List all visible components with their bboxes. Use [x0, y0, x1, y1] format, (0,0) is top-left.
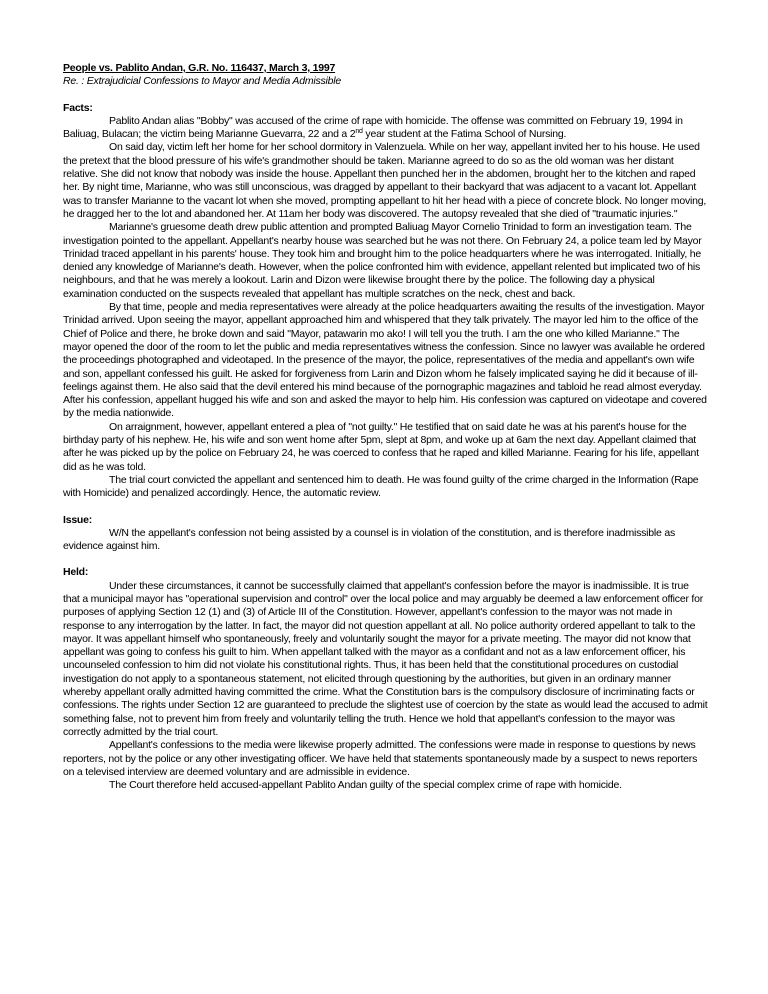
- case-title: People vs. Pablito Andan, G.R. No. 116437, March 3, 1997: [63, 62, 336, 74]
- case-digest-page: [63, 62, 708, 792]
- facts-paragraph-text: Pablito Andan alias "Bobby" was accused of the crime of rape with homicide. The offense was committed on February 19, 1994 in Baliuag, Bulacan; the victim being Marianne Guevarra, 22 and a 2: [63, 114, 683, 141]
- held-paragraph: The Court therefore held accused-appellant Pablito Andan guilty of the special complex crime of rape with homicide.: [109, 779, 622, 792]
- case-subtitle: Re. : Extrajudicial Confessions to Mayor and Media Admissible: [63, 75, 341, 88]
- issue-heading: Issue:: [63, 513, 93, 526]
- held-heading: Held:: [63, 566, 89, 579]
- facts-paragraph: The trial court convicted the appellant and sentenced him to death. He was found guilty of the crime charged in the Information (Rape with Homicide) and penalized accordingly. Hence, the automatic review.: [63, 473, 699, 500]
- ordinal-suffix: nd: [355, 128, 363, 136]
- facts-paragraph: On arraignment, however, appellant entered a plea of "not guilty." He testified that on said date he was at his parent's house for the birthday party of his nephew. He, his wife and son went home after 5pm, slept at 8pm, and woke up at 6am the next day. Appellant claimed that after he was picked up by the police on February 24, he was coerced to confess that he raped and killed Marianne. Fearing for his life, appellant did as he was told.: [63, 420, 699, 473]
- held-paragraph: Under these circumstances, it cannot be successfully claimed that appellant's confession before the mayor is inadmissible. It is true that a municipal mayor has "operational supervision and control" over the local police and may arguably be deemed a law enforcement officer for purposes of applying Section 12 (1) and (3) of Article III of the Constitution. However, appellant's confession to the mayor was not made in response to any interrogation by the latter. In fact, the mayor did not question appellant at all. No police authority ordered appellant to talk to the mayor. It was appellant himself who spontaneously, freely and voluntarily sought the mayor for a private meeting. The mayor did not know that appellant was going to confess his guilt to him. When appellant talked with the mayor as a confidant and not as a law enforcement officer, his uncounseled confession to him did not violate his constitutional rights. Thus, it has been held that the constitutional procedures on custodial investigation do not apply to a spontaneous statement, not elicited through questioning by the authorities, but given in an ordinary manner whereby appellant orally admitted having committed the crime. What the Constitution bars is the compulsory disclosure of incriminating facts or confessions. The rights under Section 12 are guaranteed to preclude the slightest use of coercion by the state as would lead the accused to admit something false, not to prevent him from freely and voluntarily telling the truth. Hence we hold that appellant's confession to the mayor was correctly admitted by the trial court.: [63, 579, 708, 738]
- held-paragraph: Appellant's confessions to the media were likewise properly admitted. The confessions were made in response to questions by news reporters, not by the police or any other investigating officer. We have held that statements spontaneously made by a suspect to news reporters on a televised interview are deemed voluntary and are admissible in evidence.: [63, 739, 698, 778]
- facts-paragraph: By that time, people and media representatives were already at the police headquarters awaiting the results of the investigation. Mayor Trinidad arrived. Upon seeing the mayor, appellant approached him and whispered that they talk privately. The mayor led him to the office of the Chief of Police and there, he broke down and said "Mayor, patawarin mo ako! I will tell you the truth. I am the one who killed Marianne." The mayor opened the door of the room to let the public and media representatives witness the confession. Since no lawyer was available he ordered the proceedings photographed and videotaped. In the presence of the mayor, the police, representatives of the media and appellant's own wife and son, appellant confessed his guilt. He asked for forgiveness from Larin and Dizon whom he falsely implicated saying he did it because of ill-feelings against them. He also said that the devil entered his mind because of the pornographic magazines and tabloid he read almost everyday. After his confession, appellant hugged his wife and son and asked the mayor to help him. His confession was captured on videotape and covered by the media nationwide.: [63, 301, 707, 420]
- issue-text: W/N the appellant's confession not being assisted by a counsel is in violation of the constitution, and is therefore inadmissible as evidence against him.: [63, 526, 675, 553]
- facts-paragraph: [63, 115, 708, 142]
- facts-paragraph-tail: year student at the Fatima School of Nursing.: [362, 128, 567, 141]
- facts-heading: Facts:: [63, 101, 93, 114]
- facts-paragraph: On said day, victim left her home for her school dormitory in Valenzuela. While on her way, appellant invited her to his house. He used the pretext that the blood pressure of his wife's grandmother should be taken. Marianne agreed to do so as the old woman was her distant relative. She did not know that nobody was inside the house. Appellant then punched her in the abdomen, brought her to the kitchen and raped her. By night time, Marianne, who was still unconscious, was dragged by appellant to their backyard that was adjacent to a vacant lot. Appellant was to transfer Marianne to the vacant lot when she moved, prompting appellant to hit her head with a piece of concrete block. No longer moving, he dragged her to the lot and abandoned her. At 11am her body was discovered. The autopsy revealed that she died of "traumatic injuries.": [63, 141, 707, 220]
- facts-paragraph: Marianne's gruesome death drew public attention and prompted Baliuag Mayor Cornelio Trinidad to form an investigation team. The investigation pointed to the appellant. Appellant's nearby house was searched but he was not there. On February 24, a police team led by Mayor Trinidad traced appellant in his parents' house. They took him and brought him to the police headquarters where he was interrogated. Initially, he denied any knowledge of Marianne's death. However, when the police confronted him with evidence, appellant relented but implicated two of his neighbours, and that he was merely a lookout. Larin and Dizon were likewise brought there by the police. The following day a physical examination conducted on the suspects revealed that appellant has multiple scratches on the neck, chest and back.: [63, 221, 702, 300]
